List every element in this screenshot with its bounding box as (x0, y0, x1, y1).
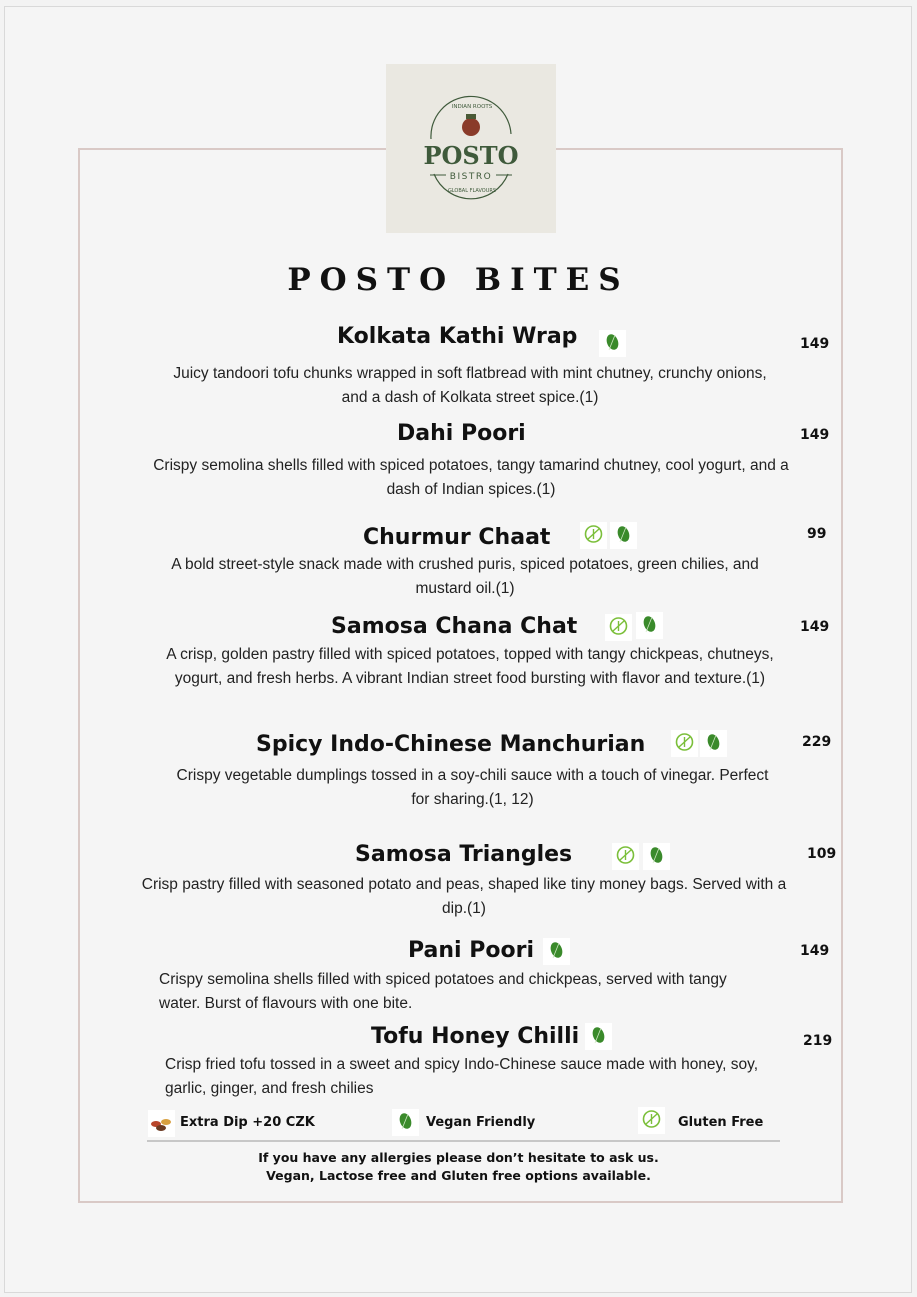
item-price: 109 (807, 846, 837, 862)
vegan-icon (392, 1109, 419, 1136)
item-name: Churmur Chaat (363, 525, 551, 550)
vegan-icon (585, 1023, 612, 1050)
logo-bottom-text: GLOBAL FLAVOURS (447, 188, 497, 194)
item-price: 149 (800, 619, 830, 635)
item-name: Spicy Indo-Chinese Manchurian (256, 732, 646, 757)
vegan-icon (599, 330, 626, 357)
item-name: Samosa Triangles (355, 842, 573, 867)
vegan-icon (543, 938, 570, 965)
item-price: 229 (802, 734, 832, 750)
divider (147, 1140, 780, 1142)
item-description: Crispy semolina shells filled with spiced potatoes and chickpeas, served with tangy water. Burst of flavours with one bite. (159, 971, 727, 1012)
item-description: Crispy semolina shells filled with spiced potatoes, tangy tamarind chutney, cool yogurt, and a dash of Indian spices.(1) (153, 457, 789, 498)
legend-vegan: Vegan Friendly (426, 1115, 536, 1130)
item-name: Pani Poori (408, 938, 534, 963)
item-description: Juicy tandoori tofu chunks wrapped in soft flatbread with mint chutney, crunchy onions, and a dash of Kolkata street spice.(1) (173, 365, 767, 406)
options-note: Vegan, Lactose free and Gluten free options available. (266, 1168, 651, 1183)
item-description: A crisp, golden pastry filled with spiced potatoes, topped with tangy chickpeas, chutneys, yogurt, and fresh herbs. A vibrant Indian street food bursting with flavor and texture.(1) (166, 646, 774, 687)
item-name: Dahi Poori (397, 421, 526, 446)
item-description: Crisp pastry filled with seasoned potato and peas, shaped like tiny money bags. Served with a dip.(1) (141, 876, 787, 917)
logo-sub: BISTRO (449, 172, 493, 182)
menu-title: POSTO BITES (287, 262, 630, 298)
item-price: 149 (800, 427, 830, 443)
logo-brand: POSTO (423, 141, 519, 170)
vegan-icon (610, 522, 637, 549)
vegan-icon (636, 612, 663, 639)
item-price: 99 (807, 526, 827, 542)
gluten-free-icon (612, 843, 639, 870)
allergy-note: If you have any allergies please don’t hesitate to ask us. (258, 1150, 659, 1165)
gluten-free-icon (671, 730, 698, 757)
item-price: 149 (800, 943, 830, 959)
dip-bowls-icon (148, 1110, 175, 1137)
vegan-icon (643, 843, 670, 870)
item-price: 149 (800, 336, 830, 352)
logo (386, 64, 556, 233)
item-name: Samosa Chana Chat (331, 614, 578, 639)
item-description: A bold street-style snack made with crushed puris, spiced potatoes, green chilies, and mustard oil.(1) (171, 556, 759, 597)
legend-extra-dip: Extra Dip +20 CZK (180, 1115, 315, 1130)
legend-gluten-free: Gluten Free (678, 1115, 764, 1130)
logo-top-text: INDIAN ROOTS (451, 104, 493, 110)
item-name: Tofu Honey Chilli (371, 1024, 580, 1049)
item-description: Crispy vegetable dumplings tossed in a soy-chili sauce with a touch of vinegar. Perfect for sharing.(1, 12) (176, 767, 769, 808)
gluten-free-icon (638, 1107, 665, 1134)
vegan-icon (700, 730, 727, 757)
logo-mark (386, 64, 556, 233)
item-name: Kolkata Kathi Wrap (337, 324, 578, 349)
item-price: 219 (803, 1033, 833, 1049)
gluten-free-icon (580, 522, 607, 549)
gluten-free-icon (605, 614, 632, 641)
item-description: Crisp fried tofu tossed in a sweet and spicy Indo-Chinese sauce made with honey, soy, garlic, ginger, and fresh chilies (165, 1056, 759, 1097)
